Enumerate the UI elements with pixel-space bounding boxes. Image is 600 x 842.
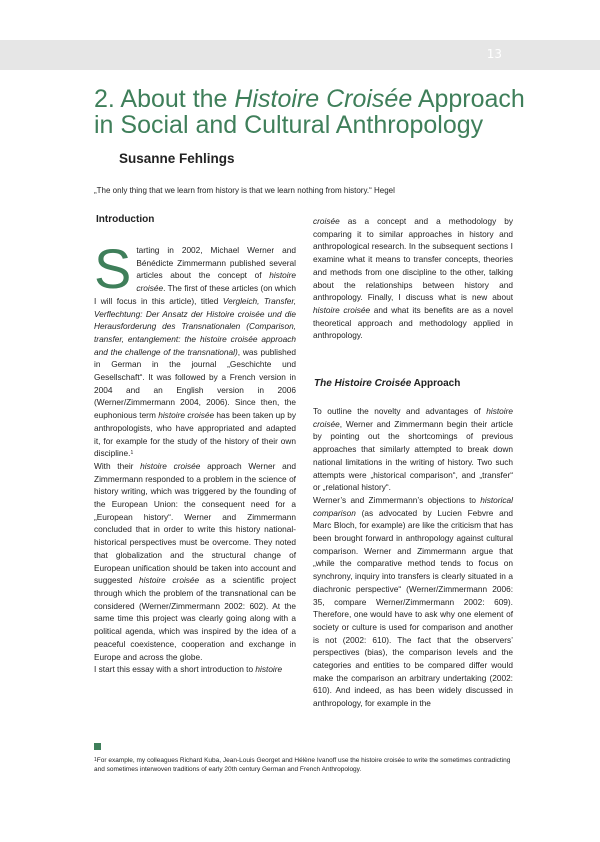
title-suffix: Approach in Social and Cultural Anthropology — [94, 85, 525, 139]
paragraph: To outline the novelty and advantages of histoire croisée, Werner and Zimmermann begin their article by pointing out the shortcomings of previous approaches that similarly attempted to break down national limitations in the writing of history. Two such attempts were „historical comparison“, and „transfer“ or „relational history“. — [313, 406, 513, 493]
epigraph: „The only thing that we learn from history is that we learn nothing from history.“ Hegel — [94, 186, 395, 195]
paragraph: croisée as a concept and a methodology by comparing it to similar approaches in history and anthropological research. In the subsequent sections I examine what it means to transfer concepts, theories and methods from one discipline to the other, talking about the relationships between history and anthropology. Finally, I discuss what is new about histoire croisée and what its benefits are as a novel theoretical approach and methodology applied in anthropology. — [313, 216, 513, 341]
title-prefix: 2. About the — [94, 85, 235, 113]
footnote-marker — [94, 743, 101, 750]
page-header-band — [0, 40, 600, 70]
paragraph: With their histoire croisée approach Werner and Zimmermann responded to a problem in the science of history writing, which was triggered by the founding of the European Union: the consequent need for a „European history“. Werner and Zimmermann concluded that in order to write this history national-historical perspectives must be overcome. They noted that globalization and the structural change of European unification should be taken into account and suggested histoire croisée as a scientific project through which the problem of the transnational can be considered (Werner/Zimmermann 2002: 602). At the same time this project was clearly going along with a political agenda, which was inspired by the idea of a peaceful coexistence, cooperation and exchange in Europe and across the globe. — [94, 460, 296, 662]
right-column-bottom — [313, 405, 513, 710]
author-name: Susanne Fehlings — [119, 151, 235, 166]
paragraph: Werner’s and Zimmermann’s objections to historical comparison (as advocated by Lucien Febvre and Marc Bloch, for example) are like the criticism that has been brought forward in anthropology against cultural comparison. Werner and Zimmermann argue that „while the comparative method tends to focus on synchrony, inquiry into transfers is clearly situated in a diachronic perspective“ (Werner/Zimmermann 2006: 35, compare Werner/Zimmermann 2002: 609). Therefore, one would have to ask why one element of society or culture is used for comparison and another is not (2002: 610). The fact that the observers’ perspectives (bias), the comparison levels and the categories and entities to be compared differ would make the comparison an arbitrary undertaking (2002: 610). And indeed, as has been widely discussed in anthropology, for example in the — [313, 494, 513, 709]
footnote-ref: 1 — [130, 450, 134, 457]
footnote: $^1$For example, my colleagues Richard Kuba, Jean-Louis Georget and Hélène Ivanoff use the histoire croisée to write the sometimes contradicting and sometimes interwoven traditions of early 20th century German and French Anthropology. — [94, 757, 511, 773]
introduction-heading: Introduction — [96, 214, 155, 225]
right-column-top — [313, 215, 513, 342]
title-italic: Histoire Croisée — [234, 85, 413, 113]
chapter-title — [94, 86, 534, 138]
drop-cap: S — [94, 237, 132, 300]
histoire-croisee-heading: The Histoire Croisée Approach — [314, 378, 461, 389]
page-number: 13 — [486, 47, 502, 61]
paragraph: I start this essay with a short introduction to histoire — [94, 664, 283, 675]
paragraph: Starting in 2002, Michael Werner and Bénédicte Zimmermann published several articles about the concept of histoire croisée. The first of these articles (on which I will focus in this article), titled Vergleich, Transfer, Verflechtung: Der Ansatz der Histoire croisée und die Herausforderung des Transnationalen (Comparison, transfer, entanglement: the histoire croisée approach and the challenge of the transnational), was published in German in the journal „Geschichte und Gesellschaft“. It was followed by a French version in 2004 and an English version in 2006 (Werner/Zimmermann 2004, 2006). Since then, the euphonious term histoire croisée has been taken up by anthropologists, who have appropriated and adapted it, for example for the study of the history of their own discipline.$^1$ — [94, 237, 297, 459]
left-column — [94, 237, 297, 676]
